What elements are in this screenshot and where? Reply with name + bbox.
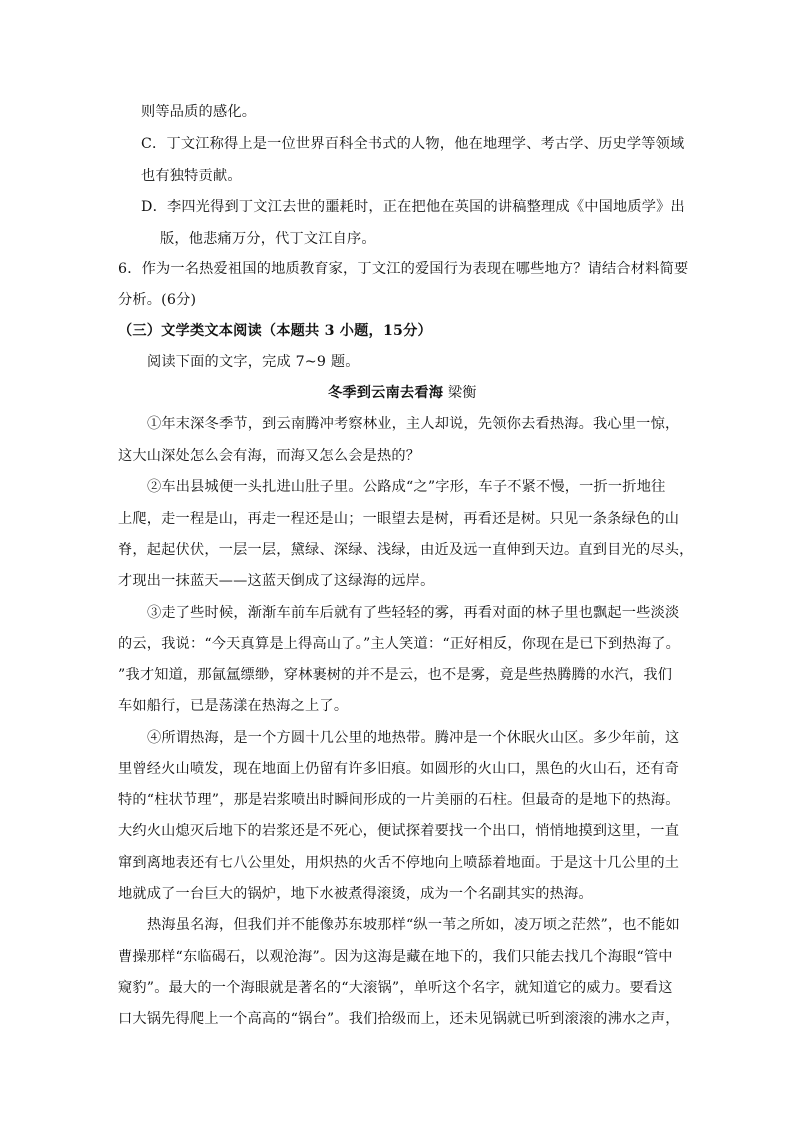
section-instruction: 阅读下面的文字，完成 7~9 题。 <box>147 354 360 370</box>
paragraph-4-line: 窜到离地表还有七八公里处，用炽热的火舌不停地向上喷舔着地面。于是这十几公里的土 <box>118 855 680 871</box>
paragraph-3-line: ③走了些时候，渐渐车前车后就有了些轻轻的雾，再看对面的林子里也飘起一些淡淡 <box>147 605 680 621</box>
paragraph-4-line: 里曾经火山喷发，现在地面上仍留有许多旧痕。如圆形的火山口，黑色的火山石，还有奇 <box>118 761 680 777</box>
paragraph-1-line: ①年末深冬季节，到云南腾冲考察林业，主人却说，先领你去看热海。我心里一惊， <box>147 416 680 432</box>
article-title-line <box>328 383 477 403</box>
question-6-line-2: 分析。(6分) <box>118 292 197 308</box>
paragraph-3-line: ”我才知道，那氤氲缥缈，穿林裹树的并不是云，也不是雾，竟是些热腾腾的水汽，我们 <box>118 667 673 683</box>
paragraph-5-line: 窥豹”。最大的一个海眼就是著名的“大滚锅”，单听这个名字，就知道它的威力。要看这 <box>118 980 673 996</box>
paragraph-5-line: 曹操那样“东临碣石，以观沧海”。因为这海是藏在地下的，我们只能去找几个海眼“管中 <box>118 949 673 965</box>
paragraph-3-line: 车如船行，已是荡漾在热海之上了。 <box>118 698 349 714</box>
question-6-line-1: 6．作为一名热爱祖国的地质教育家，丁文江的爱国行为表现在哪些地方？请结合材料简要 <box>118 261 689 277</box>
option-c-line-1: C．丁文江称得上是一位世界百科全书式的人物，他在地理学、考古学、历史学等领域 <box>141 136 685 152</box>
paragraph-2-line: 上爬，走一程是山，再走一程还是山；一眼望去是树，再看还是树。只见一条条绿色的山 <box>118 511 680 527</box>
paragraph-2-line: ②车出县城便一头扎进山肚子里。公路成“之”字形，车子不紧不慢，一折一折地往 <box>147 479 666 495</box>
paragraph-4-line: ④所谓热海，是一个方圆十几公里的地热带。腾冲是一个休眠火山区。多少年前，这 <box>147 730 680 746</box>
paragraph-4-line: 大约火山熄灭后地下的岩浆还是不死心，便试探着要找一个出口，悄悄地摸到这里，一直 <box>118 823 680 839</box>
paragraph-5-line: 口大锅先得爬上一个高高的“锅台”。我们拾级而上，还未见锅就已听到滚滚的沸水之声， <box>118 1011 680 1027</box>
paragraph-4-line: 特的“柱状节理”，那是岩浆喷出时瞬间形成的一片美丽的石柱。但最奇的是地下的热海。 <box>118 792 680 808</box>
paragraph-2-line: 才现出一抹蓝天——这蓝天倒成了这绿海的远岸。 <box>118 573 435 589</box>
paragraph-4-line: 地就成了一台巨大的锅炉，地下水被煮得滚烫，成为一个名副其实的热海。 <box>118 886 593 902</box>
option-d-line-1: D．李四光得到丁文江去世的噩耗时，正在把他在英国的讲稿整理成《中国地质学》出 <box>141 199 685 215</box>
paragraph-2-line: 脊，起起伏伏，一层一层，黛绿、深绿、浅绿，由近及远一直伸到天边。直到目光的尽头， <box>118 542 694 558</box>
option-b-tail: 则等品质的感化。 <box>141 104 257 120</box>
option-c-line-2: 也有独特贡献。 <box>141 168 242 184</box>
paragraph-3-line: 的云，我说：“今天真算是上得高山了。”主人笑道：“正好相反，你现在是已下到热海了。 <box>118 636 680 652</box>
section-heading: （三）文学类文本阅读（本题共 3 小题，15分） <box>118 323 432 339</box>
paragraph-1-line: 这大山深处怎么会有海，而海又怎么会是热的？ <box>118 448 421 464</box>
paragraph-5-line: 热海虽名海，但我们并不能像苏东坡那样“纵一苇之所如，凌万顷之茫然”，也不能如 <box>147 917 680 933</box>
article-author: 梁衡 <box>447 385 477 401</box>
option-d-line-2: 版，他悲痛万分，代丁文江自序。 <box>160 231 376 247</box>
article-title: 冬季到云南去看海 <box>328 385 444 401</box>
